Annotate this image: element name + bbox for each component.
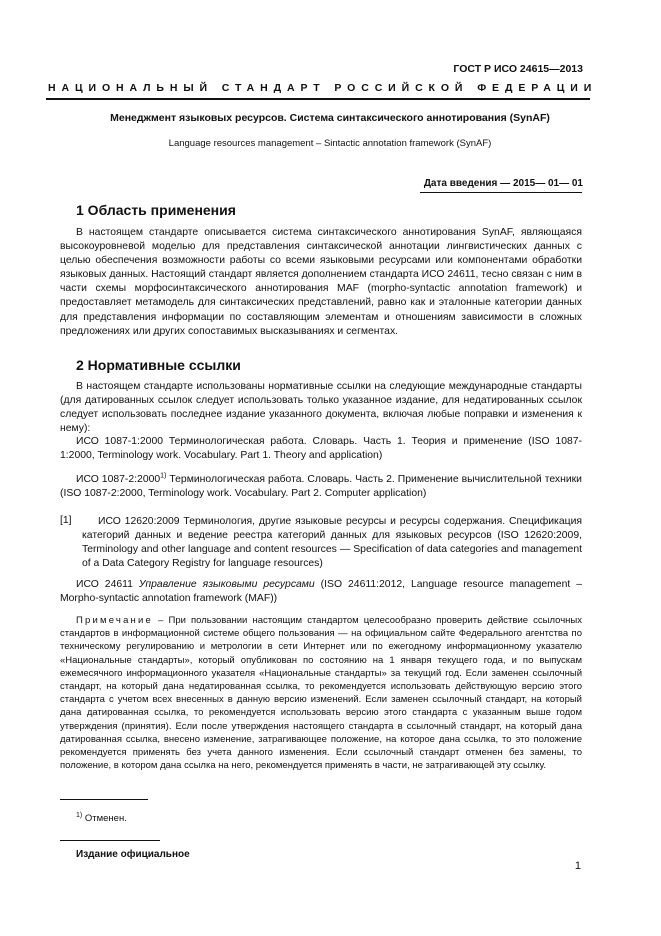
footnote-number: 1): [76, 811, 83, 819]
section-scope-heading: 1 Область применения: [76, 202, 236, 218]
reference-iso-1087-2: [60, 473, 582, 501]
section-references-heading: 2 Нормативные ссылки: [76, 357, 241, 373]
references-intro: В настоящем стандарте использованы нормативные ссылки на следующие международные стандарты (для датированных ссылок следует использовать только указанное издание, для недатированных ссылок следует использовать последнее издание указанного документа, включая любые поправки и изменения к нему):: [60, 381, 582, 435]
reference-iso-24611: [60, 578, 582, 606]
reference-code: ИСО 1087-2:2000: [76, 474, 161, 485]
reference-iso-1087-1: ИСО 1087-1:2000 Терминологическая работа. Словарь. Часть 1. Теория и применение (ISO 1087-1:2000, Terminology work. Vocabulary. Part 1. Theory and application): [60, 436, 582, 462]
reference-iso-12620: ИСО 12620:2009 Терминология, другие языковые ресурсы и ресурсы содержания. Спецификация категорий данных и ведение реестра категорий данных для языковых ресурсов (ISO 12620:2009, Terminology and other language and content resources — Specification of data categories and management of a Data Category Registry for language resources): [82, 516, 582, 570]
footnote-divider: [60, 799, 148, 800]
page-number: 1: [574, 860, 581, 872]
footnote-marker: 1): [160, 472, 167, 480]
official-edition-label: Издание официальное: [76, 849, 190, 860]
reference-text: Терминологическая работа. Словарь. Часть 2. Применение вычислительной техники (ISO 1087-2:2000, Terminology work. Vocabulary. Part 2. Computer application): [60, 474, 582, 500]
reference-text: (ISO 24611:2012, Language resource management – Morpho-syntactic annotation framework (MAF)): [60, 579, 582, 605]
note-text: – При пользовании настоящим стандартом целесообразно проверить действие ссылочных стандартов в информационной системе общего пользования — на официальном сайте Федерального агентства по техническому регулированию и метрологии в сети Интернет или по ежегодному информационному указателю «Национальные стандарты», который опубликован по состоянию на 1 января текущего года, и по выпускам ежемесячного информационного указателя «Национальные стандарты» за текущий год. Если заменен ссылочный стандарт, на который дана недатированная ссылка, то рекомендуется использовать действующую версию этого стандарта с учетом всех внесенных в данную версию изменений. Если заменен ссылочный стандарт, на который дана датированная ссылка, то рекомендуется использовать версию этого стандарта с указанным выше годом утверждения (принятия). Если после утверждения настоящего стандарта в ссылочный стандарт, на который дана датированная ссылка, внесено изменение, затрагивающее положение, на которое дана ссылка, то это положение рекомендуется применять без учета данного изменения. Если ссылочный стандарт отменен без замены, то положение, в котором дана ссылка на него, рекомендуется применять в части, не затрагивающей эту ссылку.: [60, 615, 582, 772]
footnote: [76, 813, 127, 824]
reference-title-italic: Управление языковыми ресурсами: [138, 579, 315, 590]
note-label: Примечание: [76, 615, 153, 626]
note-paragraph: [60, 614, 582, 772]
document-code: ГОСТ Р ИСО 24615—2013: [453, 63, 583, 75]
date-underline: [420, 192, 582, 193]
document-title-ru: Менеджмент языковых ресурсов. Система синтаксического аннотирования (SynAF): [110, 112, 550, 124]
national-standard-banner: НАЦИОНАЛЬНЫЙ СТАНДАРТ РОССИЙСКОЙ ФЕДЕРАЦИИ: [48, 82, 598, 94]
footnote-text: Отменен.: [82, 813, 127, 824]
edition-divider: [60, 840, 160, 841]
header-divider: [46, 98, 590, 100]
reference-code: ИСО 24611: [76, 579, 139, 590]
introduction-date: Дата введения — 2015— 01— 01: [423, 178, 583, 189]
section-scope-text: В настоящем стандарте описывается система синтаксического аннотирования SynAF, являющаяся высокоуровневой моделью для представления синтаксической аннотации лингвистических данных с целью обеспечения возможности работы со всеми языковыми ресурсами или компонентами обработки языковых данных. Настоящий стандарт является дополнением стандарта ИСО 24611, тесно связан с ним в части схемы морфосинтаксического аннотирования MAF (morpho-syntactic annotation framework) и предоставляет метамодель для синтаксических представлений, равно как и эталонные категории данных для представления информации по составляющим элементам и отношениям зависимости в сложных предложениях или других сопоставимых высказываниях и сегментах.: [60, 227, 582, 337]
document-title-en: Language resources management – Sintactic annotation framework (SynAF): [168, 138, 492, 149]
bibliography-marker: [1]: [60, 515, 72, 526]
